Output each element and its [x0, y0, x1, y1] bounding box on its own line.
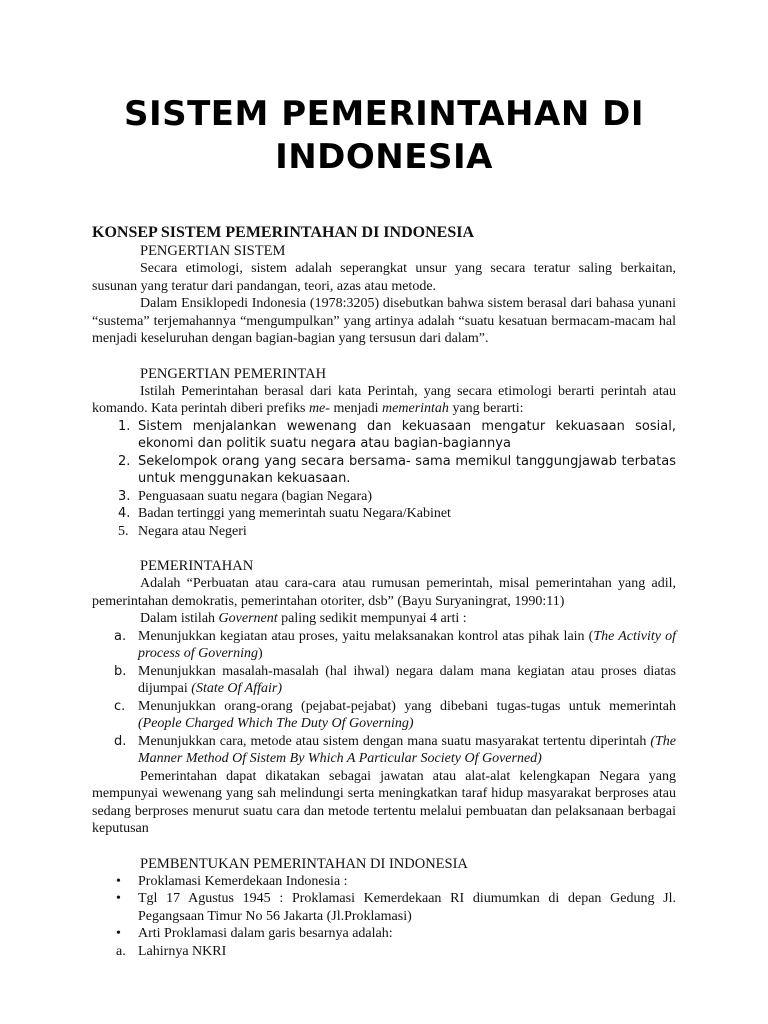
italic-text: Governent [218, 611, 278, 626]
bullet-marker: • [116, 873, 121, 889]
list-item [92, 453, 676, 488]
numbered-list [92, 418, 676, 541]
list-marker: a. [116, 943, 126, 959]
paragraph: Pemerintahan dapat dikatakan sebagai jawatan atau alat-alat kelengkapan Negara yang mempunyai wewenang yang sah melindungi serta meningkatkan taraf hidup masyarakat berproses atau sedang berproses menurut suatu cara dan metode tertentu melalui pembuatan dan pelaksanaan berbagai keputusan [92, 768, 676, 836]
document-page [92, 0, 676, 960]
list-item-text: Arti Proklamasi dalam garis besarnya adalah: [138, 926, 393, 941]
list-marker: c. [114, 698, 126, 714]
list-item-text: Penguasaan suatu negara (bagian Negara) [138, 488, 373, 504]
paragraph [92, 383, 676, 418]
list-item-text: Menunjukkan cara, metode atau sistem dengan mana suatu masyarakat tertentu diperintah [138, 733, 651, 749]
text-run: menjadi [329, 401, 383, 416]
paragraph [92, 610, 676, 628]
list-item [92, 523, 676, 541]
paragraph: Adalah “Perbuatan atau cara-cara atau rumusan pemerintah, misal pemerintahan yang adil, pemerintahan demokratis, pemerintahan otoriter, dsb” (Bayu Suryaningrat, 1990:11) [92, 576, 676, 609]
list-item [92, 925, 676, 943]
list-item-text: Sistem menjalankan wewenang dan kekuasaan mengatur kekuasaan sosial, ekonomi dan politik suatu negara atau bagian-bagiannya [138, 418, 676, 451]
bullet-marker: • [116, 926, 121, 941]
list-marker: 2. [118, 453, 131, 469]
list-item [92, 628, 676, 663]
list-marker: b. [114, 663, 127, 679]
text-run: paling sedikit mempunyai 4 arti : [277, 611, 467, 626]
italic-text: (People Charged Which The Duty Of Governing) [138, 716, 414, 731]
italic-text: me- [308, 401, 330, 416]
list-item [92, 873, 676, 891]
main-heading: KONSEP SISTEM PEMERINTAHAN DI INDONESIA [92, 224, 474, 241]
text-run: Istilah Pemerintahan berasal dari kata Perintah, yang secara etimologi berarti perintah atau komando. Kata perintah diberi prefiks [92, 383, 676, 416]
section-heading-pembentukan: PEMBENTUKAN PEMERINTAHAN DI INDONESIA [140, 855, 468, 872]
text-run: ) [258, 646, 263, 661]
section-heading-pemerintah: PENGERTIAN PEMERINTAH [140, 365, 327, 382]
paragraph: Secara etimologi, sistem adalah seperangkat unsur yang secara teratur saling berkaitan, susunan yang teratur dari pandangan, teori, azas atau metode. [92, 261, 676, 294]
list-item-text: Proklamasi Kemerdekaan Indonesia : [138, 873, 348, 889]
list-marker: d. [114, 733, 127, 749]
list-item [92, 663, 676, 698]
list-item-text: Badan tertinggi yang memerintah suatu Negara/Kabinet [138, 506, 451, 521]
list-item [92, 890, 676, 925]
text-run: yang berarti: [448, 401, 524, 416]
list-item-text: Negara atau Negeri [138, 523, 247, 539]
list-marker: 1. [118, 418, 131, 434]
paragraph: Dalam Ensiklopedi Indonesia (1978:3205) disebutkan bahwa sistem berasal dari bahasa yunani “sustema” terjemahannya “mengumpulkan” yang artinya adalah “suatu kesatuan bermacam-macam hal menjadi keseluruhan dengan bagian-bagian yang tersusun dari dalam”. [92, 296, 676, 346]
list-item [92, 505, 676, 523]
italic-text: (The Manner Method Of Sistem By Which A Particular Society Of Governed) [138, 733, 676, 766]
text-run: Dalam istilah [140, 611, 219, 626]
document-title: SISTEM PEMERINTAHAN DI INDONESIA [123, 94, 644, 177]
italic-text: memerintah [382, 401, 449, 416]
list-item-text: Menunjukkan kegiatan atau proses, yaitu melaksanakan kontrol atas pihak lain ( [138, 628, 594, 644]
list-item-text: Menunjukkan orang-orang (pejabat-pejabat) yang dibebani tugas-tugas untuk memerintah [138, 698, 676, 714]
list-item [92, 943, 676, 961]
section-heading-sistem: PENGERTIAN SISTEM [140, 243, 286, 259]
list-item-text: Sekelompok orang yang secara bersama- sama memikul tanggungjawab terbatas untuk menggunakan kekuasaan. [138, 453, 676, 486]
italic-text: The Activity of process of Governing [138, 628, 676, 661]
lettered-list [92, 943, 676, 961]
list-item-text: Tgl 17 Agustus 1945 : Proklamasi Kemerdekaan RI diumumkan di depan Gedung Jl. Pegangsaan Timur No 56 Jakarta (Jl.Proklamasi) [138, 891, 676, 924]
lettered-list [92, 628, 676, 768]
bullet-list [92, 873, 676, 943]
list-marker: a. [114, 628, 127, 644]
list-item [92, 733, 676, 768]
list-marker: 5. [118, 523, 129, 539]
list-marker: 4. [118, 506, 131, 521]
list-item-text: Lahirnya NKRI [138, 943, 227, 959]
bullet-marker: • [116, 891, 121, 906]
list-item-text: Menunjukkan masalah-masalah (hal ihwal) negara dalam mana kegiatan atau proses diatas dijumpai [138, 663, 676, 696]
section-heading-pemerintahan: PEMERINTAHAN [140, 558, 254, 574]
list-marker: 3. [118, 488, 131, 504]
list-item [92, 488, 676, 506]
italic-text: (State Of Affair) [191, 681, 283, 696]
list-item [92, 698, 676, 733]
list-item [92, 418, 676, 453]
